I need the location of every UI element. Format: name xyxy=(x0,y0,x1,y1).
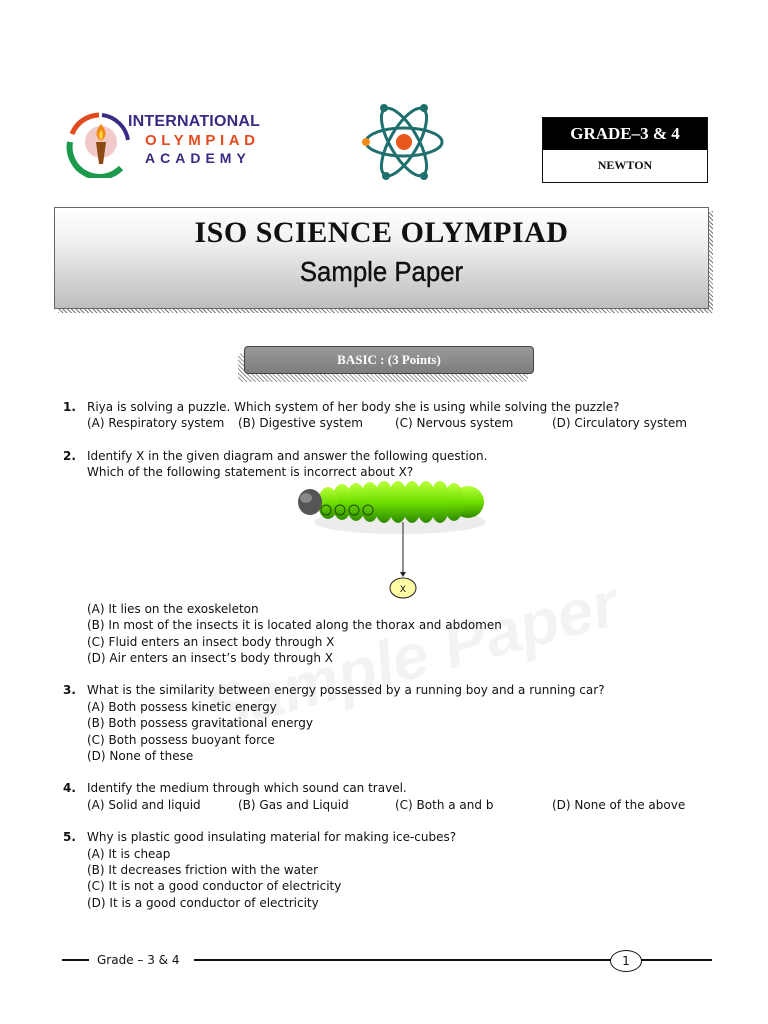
question-text: Why is plastic good insulating material for making ice-cubes? xyxy=(87,830,457,844)
option-b: (B) Gas and Liquid xyxy=(238,798,349,812)
option-a: (A) It is cheap xyxy=(87,847,171,861)
section-label: BASIC : (3 Points) xyxy=(244,346,534,374)
question-number: 2. xyxy=(63,449,76,463)
question-text: Riya is solving a puzzle. Which system of her body she is using while solving the puzzle? xyxy=(87,400,620,414)
option-d: (D) Circulatory system xyxy=(552,416,687,430)
option-c: (C) Both a and b xyxy=(395,798,494,812)
question-number: 1. xyxy=(63,400,76,414)
option-a: (A) Solid and liquid xyxy=(87,798,201,812)
option-c: (C) Both possess buoyant force xyxy=(87,733,275,747)
question-text: Identify the medium through which sound can travel. xyxy=(87,781,407,795)
option-d: (D) Air enters an insect’s body through X xyxy=(87,651,333,665)
option-a: (A) It lies on the exoskeleton xyxy=(87,602,259,616)
footer-rule-left xyxy=(62,959,89,961)
question-text: Identify X in the given diagram and answer the following question. xyxy=(87,449,488,463)
option-c: (C) Nervous system xyxy=(395,416,514,430)
question-number: 4. xyxy=(63,781,76,795)
page-subtitle: Sample Paper xyxy=(299,256,464,287)
option-c: (C) It is not a good conductor of electricity xyxy=(87,879,342,893)
option-b: (B) It decreases friction with the water xyxy=(87,863,319,877)
option-b: (B) Both possess gravitational energy xyxy=(87,716,313,730)
option-c: (C) Fluid enters an insect body through X xyxy=(87,635,335,649)
logo-line-3: ACADEMY xyxy=(145,150,251,166)
grade-label: GRADE–3 & 4 xyxy=(543,118,707,150)
logo-line-2: OLYMPIAD xyxy=(145,132,260,149)
logo-line-1: INTERNATIONAL xyxy=(128,113,261,130)
caterpillar-diagram xyxy=(296,478,486,600)
footer-grade: Grade – 3 & 4 xyxy=(97,953,180,967)
question-text: What is the similarity between energy possessed by a running boy and a running car? xyxy=(87,683,605,697)
option-a: (A) Respiratory system xyxy=(87,416,225,430)
option-d: (D) It is a good conductor of electricity xyxy=(87,896,319,910)
page-number: 1 xyxy=(610,950,642,972)
diagram-label-x: X xyxy=(399,585,407,595)
grade-level: NEWTON xyxy=(597,158,653,172)
option-b: (B) Digestive system xyxy=(238,416,363,430)
page-title: ISO SCIENCE OLYMPIAD xyxy=(194,216,569,249)
question-number: 5. xyxy=(63,830,76,844)
question-text-2: Which of the following statement is incorrect about X? xyxy=(87,465,414,479)
option-a: (A) Both possess kinetic energy xyxy=(87,700,277,714)
option-d: (D) None of these xyxy=(87,749,194,763)
option-d: (D) None of the above xyxy=(552,798,686,812)
question-number: 3. xyxy=(63,683,76,697)
option-b: (B) In most of the insects it is located along the thorax and abdomen xyxy=(87,618,502,632)
